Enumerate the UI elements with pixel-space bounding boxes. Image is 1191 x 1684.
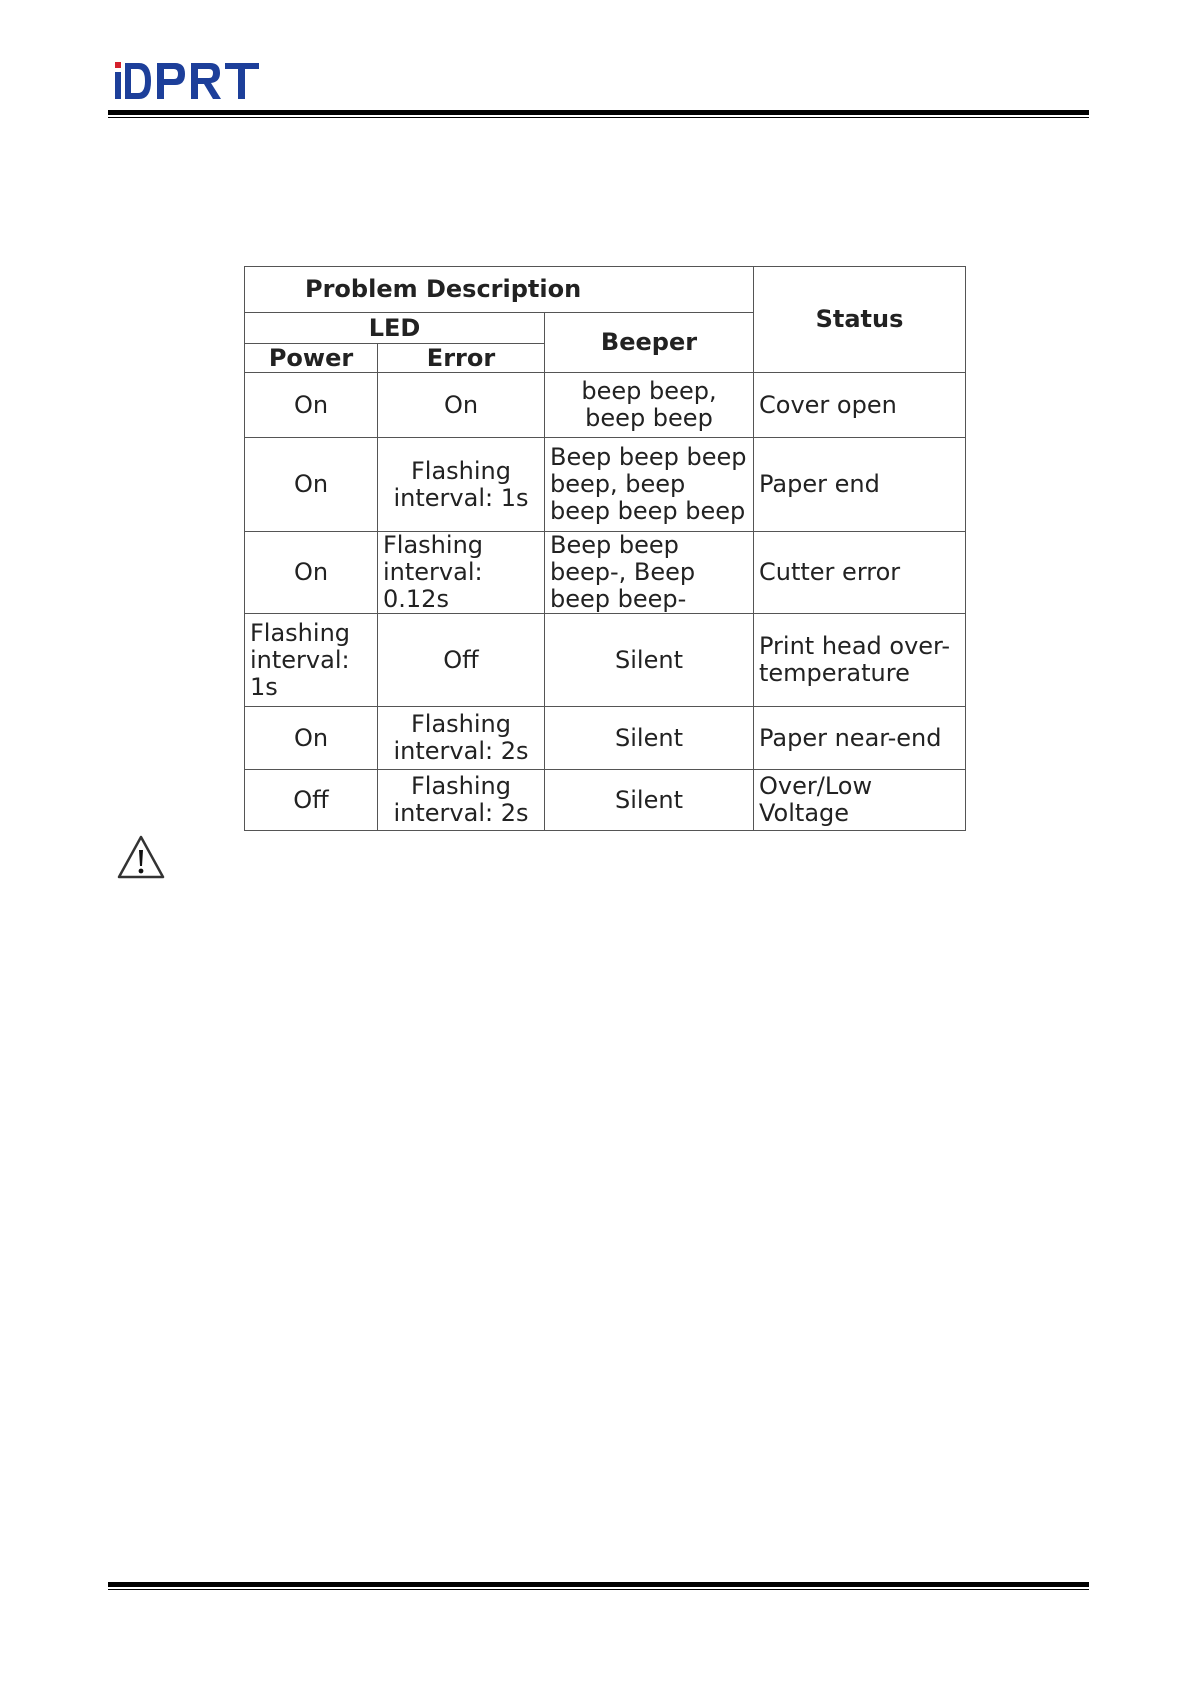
header-status: Status [754,267,966,373]
power-cell: Flashing interval: 1s [245,614,378,707]
error-cell: Flashing interval: 2s [378,770,545,831]
footer-rule [108,1582,1089,1587]
beeper-cell: Beep beep beep beep, beep beep beep beep [545,438,754,532]
header-problem-description: Problem Description [245,267,754,313]
table-row [245,707,966,770]
header-rule-thin [108,117,1089,118]
beeper-cell: beep beep, beep beep [545,373,754,438]
idprt-logo [114,60,274,102]
beeper-cell: Silent [545,770,754,831]
power-cell: On [245,707,378,770]
table-row [245,438,966,532]
status-cell: Paper near-end [754,707,966,770]
power-cell: On [245,438,378,532]
header-power: Power [245,344,378,373]
status-cell: Over/Low Voltage [754,770,966,831]
warning-triangle-icon [116,834,166,880]
table-row [245,373,966,438]
table-row [245,614,966,707]
indicator-status-table [244,266,966,831]
beeper-cell: Silent [545,614,754,707]
status-cell: Print head over-temperature [754,614,966,707]
error-cell: Flashing interval: 0.12s [378,532,545,614]
status-cell: Paper end [754,438,966,532]
table-row [245,532,966,614]
power-cell: Off [245,770,378,831]
power-cell: On [245,532,378,614]
header-led: LED [245,313,545,344]
header-beeper: Beeper [545,313,754,373]
beeper-cell: Beep beep beep-, Beep beep beep- [545,532,754,614]
table-row [245,770,966,831]
status-cell: Cutter error [754,532,966,614]
header-error: Error [378,344,545,373]
error-cell: Off [378,614,545,707]
error-cell: On [378,373,545,438]
footer-rule-thin [108,1589,1089,1590]
status-cell: Cover open [754,373,966,438]
power-cell: On [245,373,378,438]
error-cell: Flashing interval: 1s [378,438,545,532]
error-cell: Flashing interval: 2s [378,707,545,770]
beeper-cell: Silent [545,707,754,770]
header-rule [108,110,1089,115]
